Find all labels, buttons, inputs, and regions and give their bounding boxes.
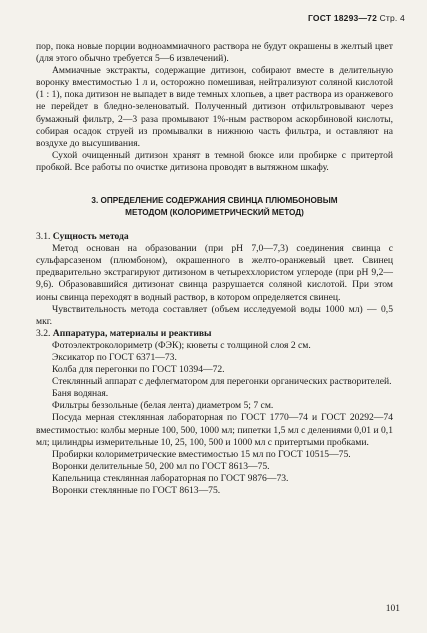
section-title bbox=[36, 195, 393, 219]
header-page: Стр. 4 bbox=[379, 13, 405, 23]
paragraph: пор, пока новые порции водноаммиачного раствора не будут окрашены в желтый цвет (для этого обычно требуется 5—6 извлечений). bbox=[36, 41, 393, 65]
list-item: Пробирки колориметрические вместимостью 15 мл по ГОСТ 10515—75. bbox=[52, 448, 351, 460]
list-item: Баня водяная. bbox=[52, 388, 109, 400]
section-title-line: МЕТОДОМ (КОЛОРИМЕТРИЧЕСКИЙ МЕТОД) bbox=[125, 208, 304, 218]
list-item: Колба для перегонки по ГОСТ 10394—72. bbox=[52, 364, 225, 376]
subsection-heading bbox=[36, 328, 393, 340]
list-item: Эксикатор по ГОСТ 6371—73. bbox=[52, 351, 177, 363]
section-title-line: 3. ОПРЕДЕЛЕНИЕ СОДЕРЖАНИЯ СВИНЦА ПЛЮМБОНОВЫМ bbox=[91, 196, 338, 206]
subsection-heading bbox=[36, 231, 393, 243]
page-header bbox=[308, 13, 405, 23]
paragraph: Чувствительность метода составляет (объем исследуемой воды 1000 мл) — 0,5 мкг. bbox=[36, 303, 393, 327]
paragraph: Метод основан на образовании (при рН 7,0—7,3) соединения свинца с сульфарсазеном (плюмбоном), окрашенного в желто-оранжевый цвет. Свинец предварительно экстрагируют дитизоном в четыреххлористом углероде (при рН 9,2—9,6). Образовавшийся дитизонат свинца разрушается соляной кислотой. При этом ионы свинца переходят в водный раствор, в котором определяется свинец. bbox=[36, 243, 393, 303]
list-item: Капельница стеклянная лабораторная по ГОСТ 9876—73. bbox=[52, 472, 289, 484]
page-number: 101 bbox=[385, 604, 400, 614]
paragraph: Аммиачные экстракты, содержащие дитизон, собирают вместе в делительную воронку вместимостью 1 л и, осторожно помешивая, нейтрализуют соляной кислотой (1 : 1), пока дитизон не выпадет в виде темных хлопьев, а цвет раствора из оранжевого не перейдет в бледно-зеленоватый. Полученный дитизон отфильтровывают через бумажный фильтр, 2—3 раза промывают 1%-ным раствором аскорбиновой кислоты, собирая осадок струей из промывалки в нижнюю часть фильтра, и оставляют на воздухе до высушивания. bbox=[36, 65, 393, 149]
body-text bbox=[36, 41, 393, 497]
paragraph: Сухой очищенный дитизон хранят в темной бюксе или пробирке с притертой пробкой. Все работы по очистке дитизона проводят в вытяжном шкафу. bbox=[36, 149, 393, 173]
list-item: Посуда мерная стеклянная лабораторная по ГОСТ 1770—74 и ГОСТ 20292—74 вместимостью: колбы мерные 100, 500, 1000 мл; пипетки 1,5 мл с делениями 0,01 и 0,1 мл; цилиндры измерительные 10, 25, 100, 500 и 1000 мл с притертыми пробками. bbox=[36, 412, 393, 448]
subsection-number: 3.1. bbox=[36, 231, 51, 243]
subsection-label: Сущность метода bbox=[52, 231, 129, 243]
list-item: Стеклянный аппарат с дефлегматором для перегонки органических растворителей. bbox=[52, 376, 392, 388]
list-item: Фотоэлектроколориметр (ФЭК); кюветы с толщиной слоя 2 см. bbox=[52, 339, 311, 351]
standard-number: ГОСТ 18293—72 bbox=[308, 13, 378, 23]
list-item: Воронки делительные 50, 200 мл по ГОСТ 8613—75. bbox=[52, 460, 270, 472]
list-item: Фильтры беззольные (белая лента) диаметром 5; 7 см. bbox=[52, 400, 274, 412]
subsection-label: Аппаратура, материалы и реактивы bbox=[52, 327, 212, 339]
list-item: Воронки стеклянные по ГОСТ 8613—75. bbox=[52, 485, 221, 496]
subsection-number: 3.2. bbox=[36, 327, 51, 339]
